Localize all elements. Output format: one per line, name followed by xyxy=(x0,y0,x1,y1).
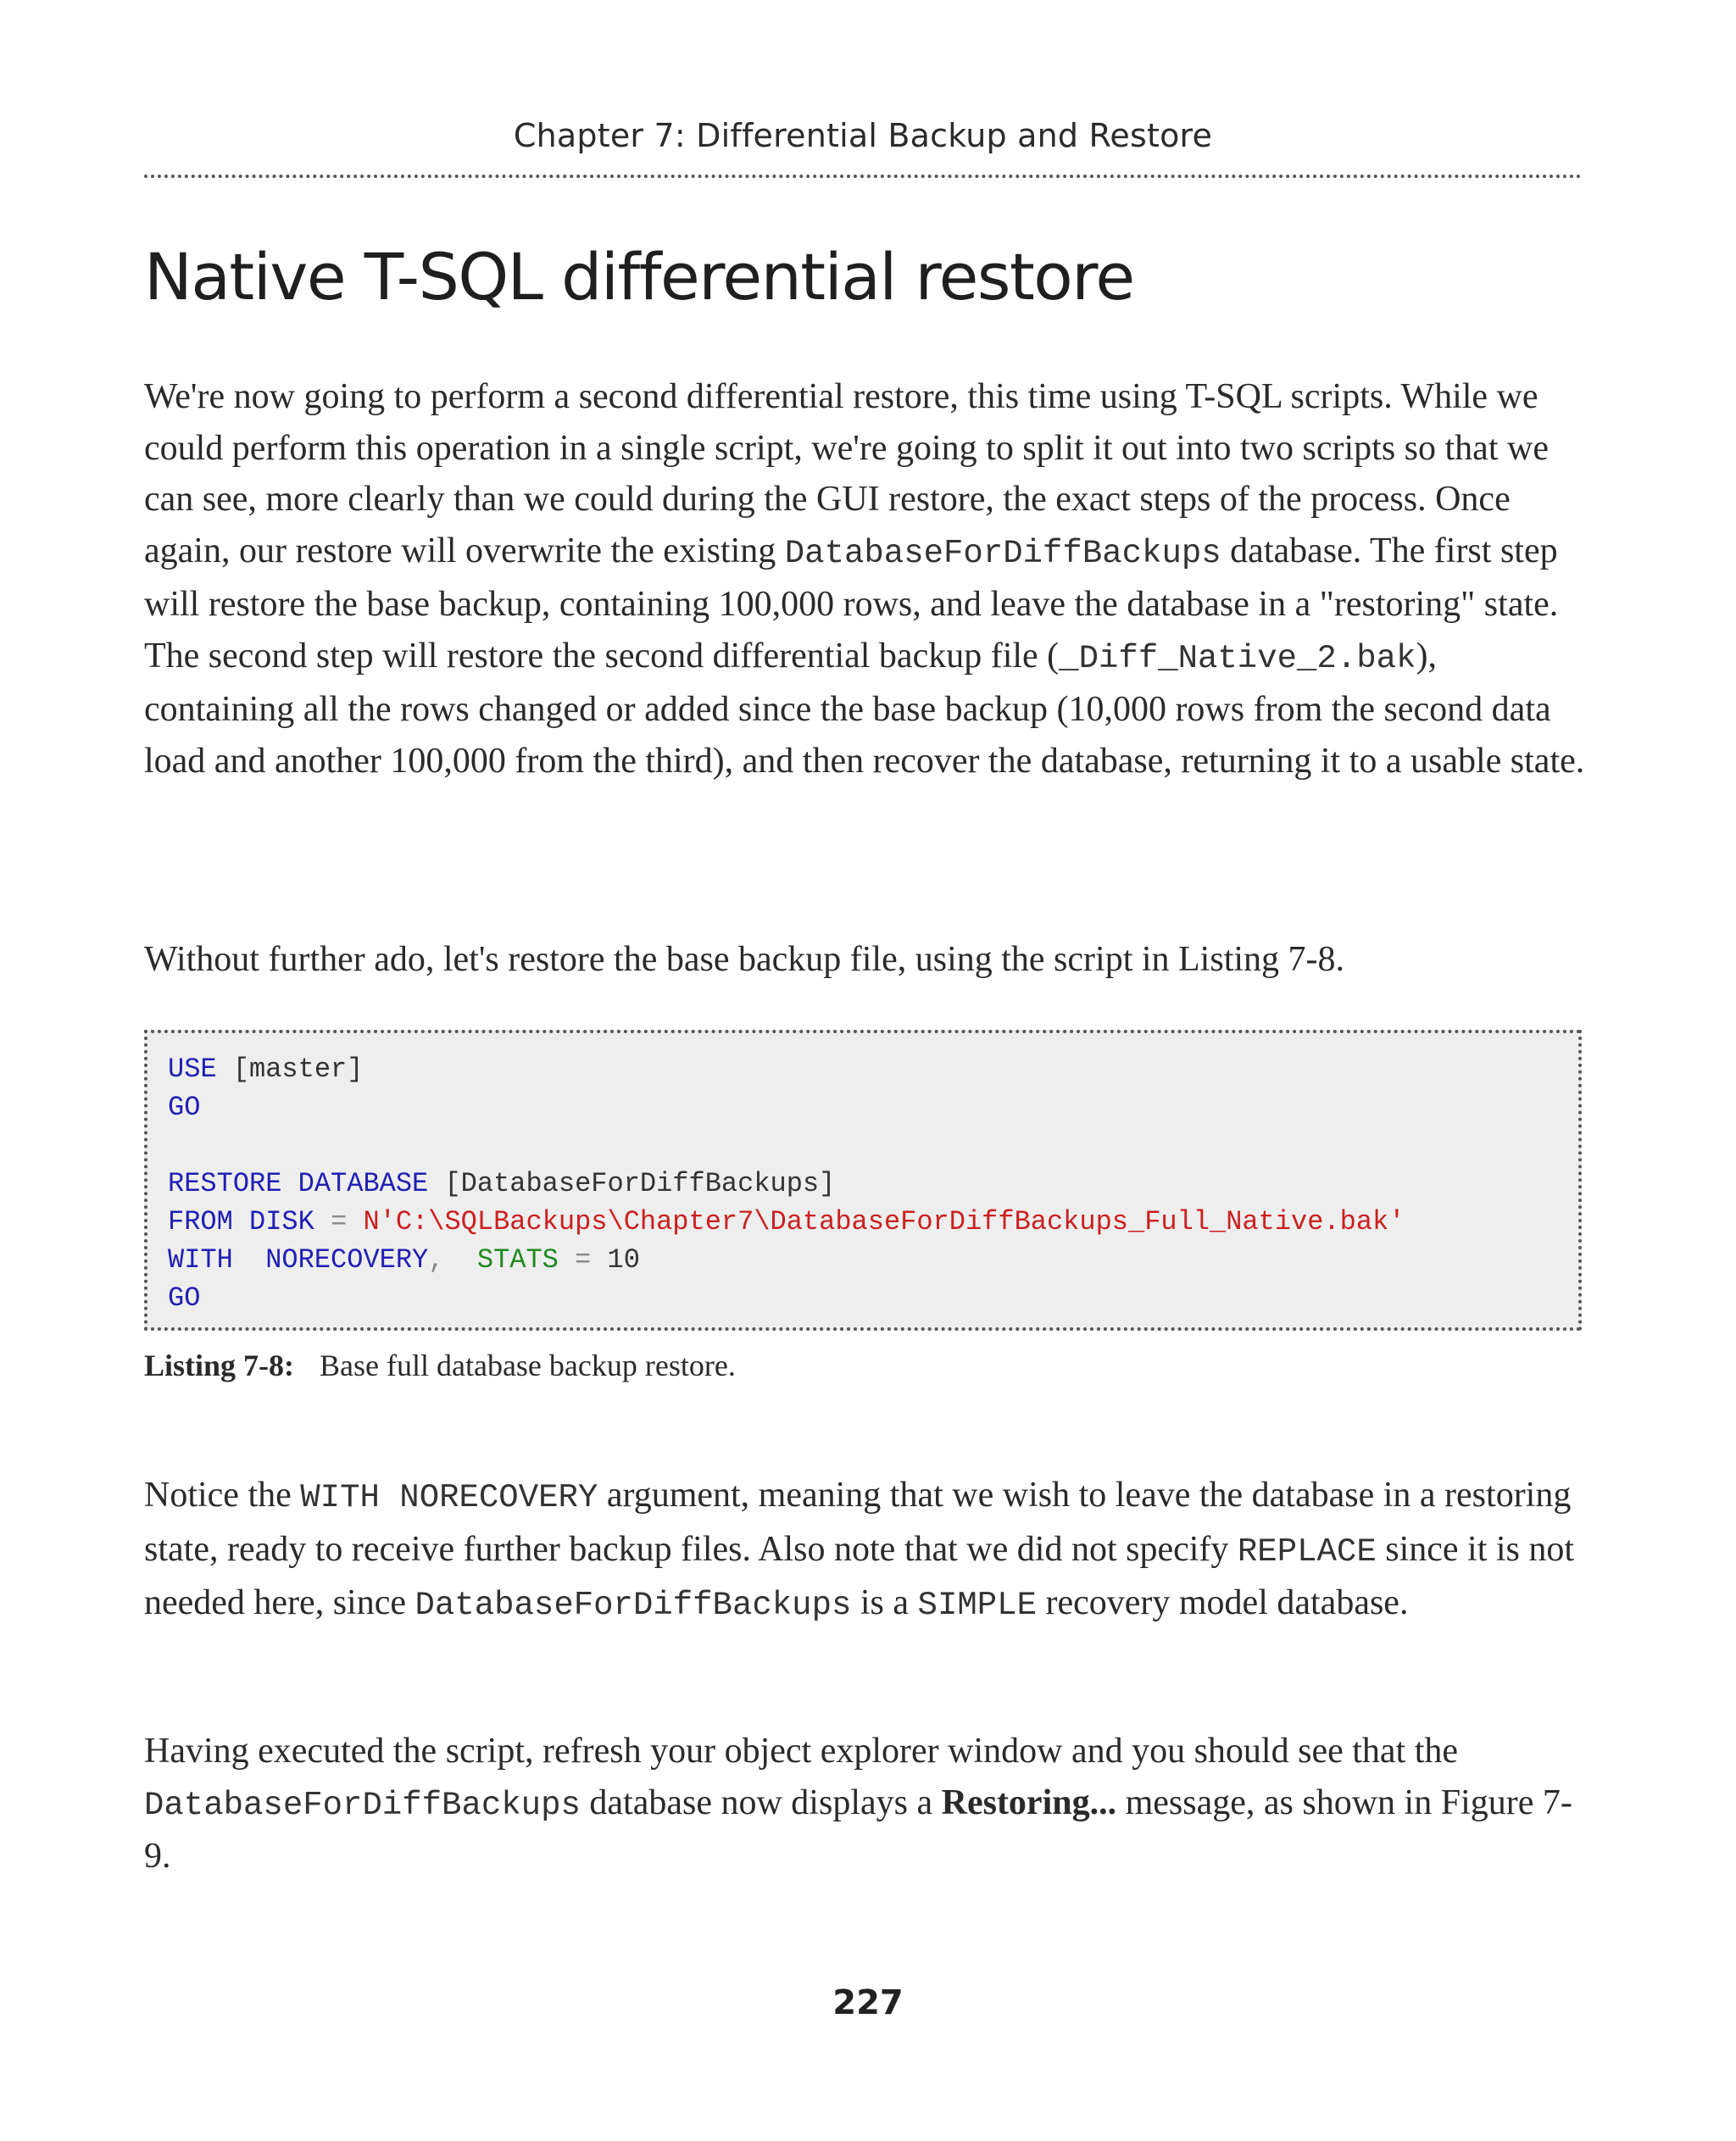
header-divider xyxy=(144,175,1582,178)
text-run: argument, meaning that we wish to leave the database in a restoring state, ready to receive further backup files. Also note that we did not specify xyxy=(144,1476,1572,1569)
inline-code: REPLACE xyxy=(1237,1532,1377,1571)
listing-caption xyxy=(144,1348,736,1383)
page-number: 227 xyxy=(832,1983,904,2022)
inline-code: _Diff_Native_2.bak xyxy=(1059,639,1416,677)
code-line xyxy=(168,1050,1578,1088)
running-head: Chapter 7: Differential Backup and Restore xyxy=(513,117,1213,154)
inline-code: DatabaseForDiffBackups xyxy=(415,1587,852,1624)
code-line xyxy=(168,1203,1578,1241)
text-run: Without further ado, let's restore the base backup file, using the script in Listing 7-8. xyxy=(144,940,1345,979)
code-keyword: USE xyxy=(168,1054,217,1085)
bold-text: Restoring... xyxy=(941,1782,1117,1822)
code-option: STATS xyxy=(444,1244,559,1276)
code-line xyxy=(168,1279,1578,1317)
code-keyword: GO xyxy=(168,1092,201,1123)
code-line xyxy=(168,1241,1578,1279)
code-keyword: RESTORE DATABASE xyxy=(168,1168,429,1199)
code-operator: = xyxy=(558,1244,608,1276)
caption-label: Listing 7-8: xyxy=(144,1349,295,1382)
paragraph-listing-intro xyxy=(144,934,1585,986)
code-keyword: GO xyxy=(168,1282,201,1314)
code-line xyxy=(168,1165,1578,1203)
text-run: ), containing all the rows changed or added since the base backup (10,000 rows from the second data load and another 100,000 from the third), and then recover the database, returning it to a usable state. xyxy=(144,636,1585,781)
code-number: 10 xyxy=(607,1244,640,1276)
text-run: is a xyxy=(851,1583,918,1622)
inline-code: DatabaseForDiffBackups xyxy=(784,534,1221,572)
code-operator: , xyxy=(428,1244,445,1276)
section-title: Native T-SQL differential restore xyxy=(144,239,1134,314)
caption-text: Base full database backup restore. xyxy=(320,1349,736,1382)
code-keyword: NORECOVERY xyxy=(232,1244,429,1276)
paragraph-norecovery xyxy=(144,1470,1585,1632)
text-run: since it is not needed here, since xyxy=(144,1529,1575,1622)
inline-code: SIMPLE xyxy=(917,1587,1037,1624)
code-text: [master] xyxy=(216,1054,364,1085)
code-listing xyxy=(144,1030,1582,1331)
code-keyword: WITH xyxy=(168,1244,233,1276)
code-text: [DatabaseForDiffBackups] xyxy=(428,1168,836,1199)
text-run: Notice the xyxy=(144,1476,301,1515)
text-run: message, as shown in Figure 7-9. xyxy=(144,1782,1572,1876)
inline-code: WITH NORECOVERY xyxy=(300,1479,598,1516)
code-operator: = xyxy=(314,1206,364,1237)
code-keyword: FROM DISK xyxy=(168,1206,314,1237)
code-blank-line xyxy=(168,1126,1578,1165)
text-run: Having executed the script, refresh your object explorer window and you should see that the xyxy=(144,1732,1459,1771)
code-line xyxy=(168,1088,1578,1126)
code-string: N'C:\SQLBackups\Chapter7\DatabaseForDiffBackups_Full_Native.bak' xyxy=(363,1206,1405,1237)
paragraph-refresh xyxy=(144,1726,1585,1882)
text-run: recovery model database. xyxy=(1036,1583,1409,1622)
text-run: database now displays a xyxy=(580,1782,942,1822)
text-run: We're now going to perform a second differential restore, this time using T-SQL scripts. While we could perform this operation in a single script, we're going to split it out into two scripts so that we can see, more clearly than we could during the GUI restore, the exact steps of the process. Once again, our restore will overwrite the existing xyxy=(144,377,1549,570)
inline-code: DatabaseForDiffBackups xyxy=(144,1786,581,1824)
text-run: database. The first step will restore the base backup, containing 100,000 rows, and leave the database in a "restoring" state. The second step will restore the second differential backup file ( xyxy=(144,531,1559,676)
paragraph-intro xyxy=(144,371,1585,787)
